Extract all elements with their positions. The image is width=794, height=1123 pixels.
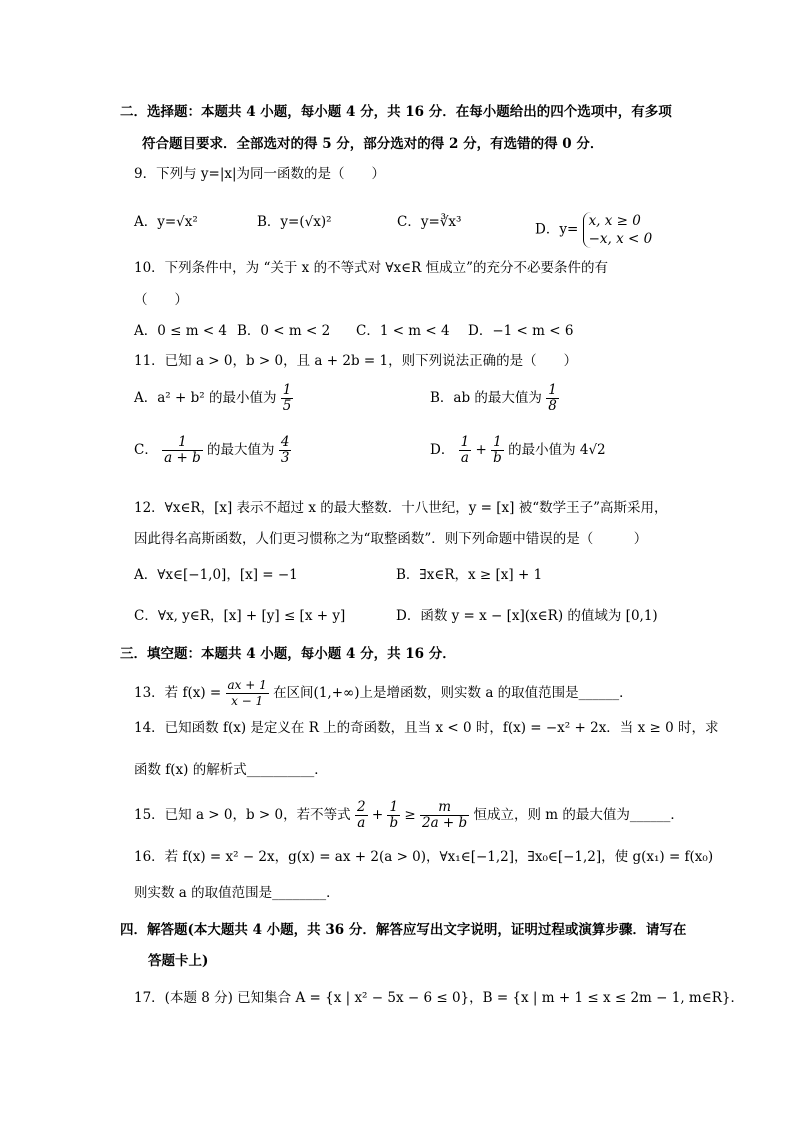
denominator: a: [460, 450, 469, 466]
question-9-option-a: A．y=√x²: [134, 214, 198, 230]
question-15-pre: 15．已知 a > 0，b > 0，若不等式: [134, 807, 351, 823]
numerator: ax + 1: [227, 678, 267, 692]
option-c-label: C．: [134, 442, 158, 458]
question-11-stem: 11．已知 a > 0，b > 0，且 a + 2b = 1，则下列说法正确的是（ ）: [134, 353, 578, 369]
question-17: 17．(本题 8 分) 已知集合 A = {x | x² − 5x − 6 ≤ 0}，B = {x | m + 1 ≤ x ≤ 2m − 1, m∈R}．: [134, 990, 744, 1006]
piecewise-top: x, x ≥ 0: [588, 213, 641, 229]
option-d-text: 的最小值为 4√2: [508, 442, 606, 458]
question-10-option-d: D．−1 < m < 6: [468, 323, 574, 339]
denominator: 2a + b: [422, 815, 468, 831]
question-9-option-c: C．y=∛x³: [397, 214, 462, 230]
plus-sign: +: [371, 807, 384, 823]
question-11-option-c: [134, 435, 291, 466]
denominator: b: [493, 450, 502, 466]
section-2-instructions: 符合题目要求．全部选对的得 5 分，部分选对的得 2 分，有选错的得 0 分．: [142, 136, 604, 152]
option-b-text: B．ab 的最大值为: [430, 390, 542, 406]
question-15: [134, 800, 684, 831]
numerator: 2: [356, 799, 366, 815]
option-c-text: 的最大值为: [207, 442, 275, 458]
ge-sign: ≥: [404, 807, 416, 823]
question-12-option-c: C．∀x, y∈R，[x] + [y] ≤ [x + y]: [134, 608, 346, 624]
question-15-post: 恒成立，则 m 的最大值为______．: [473, 807, 684, 823]
denominator: 5: [282, 398, 292, 414]
numerator: 1: [548, 382, 557, 398]
question-9-option-d-label: D．y=: [535, 221, 579, 238]
question-11-option-b: [430, 383, 559, 414]
piecewise-bottom: −x, x < 0: [588, 231, 653, 247]
question-10-option-a: A．0 ≤ m < 4: [134, 323, 228, 339]
fraction: [420, 800, 469, 831]
question-11-option-a: [134, 383, 293, 414]
question-11-option-d: [430, 435, 606, 466]
numerator: 1: [491, 435, 504, 451]
numerator: 1: [282, 382, 292, 398]
question-12-option-d: D．函数 y = x − [x](x∈R) 的值域为 [0,1): [396, 608, 658, 624]
section-4-heading: 四．解答题(本大题共 4 小题，共 36 分．解答应写出文字说明，证明过程或演算步骤．请写在: [120, 922, 687, 938]
numerator: 1: [387, 800, 400, 816]
question-12-line-1: 12．∀x∈R，[x] 表示不超过 x 的最大整数．十八世纪，y = [x] 被“数学王子”高斯采用，: [134, 500, 668, 516]
question-13-pre: 13．若 f(x) =: [134, 685, 222, 701]
question-10-stem: 10．下列条件中，为 “关于 x 的不等式对 ∀x∈R 恒成立”的充分不必要条件的有: [134, 260, 608, 276]
fraction: [355, 800, 368, 831]
question-10-paren: （ ）: [134, 292, 188, 308]
fraction: [279, 435, 292, 466]
denominator: a + b: [164, 450, 201, 466]
denominator: b: [389, 815, 399, 831]
fraction: [162, 435, 203, 466]
piecewise-brace: [583, 212, 653, 248]
section-3-heading: 三．填空题：本题共 4 小题，每小题 4 分，共 16 分．: [120, 646, 456, 662]
denominator: 8: [548, 398, 557, 414]
question-16-line-1: 16．若 f(x) = x² − 2x，g(x) = ax + 2(a > 0)，∀x₁∈[−1,2]，∃x₀∈[−1,2]，使 g(x₁) = f(x₀): [134, 849, 714, 865]
plus-sign: +: [475, 442, 487, 458]
question-13: [134, 678, 633, 709]
denominator: a: [357, 815, 366, 831]
denominator: 3: [280, 450, 290, 466]
question-10-option-c: C．1 < m < 4: [356, 323, 450, 339]
question-16-line-2: 则实数 a 的取值范围是________．: [134, 885, 340, 901]
question-13-post: 在区间(1,+∞)上是增函数，则实数 a 的取值范围是______．: [273, 685, 633, 701]
option-a-text: A．a² + b² 的最小值为: [134, 390, 277, 406]
fraction: [226, 678, 269, 709]
fraction: [546, 383, 559, 414]
option-d-label: D．: [430, 442, 455, 458]
numerator: 4: [280, 434, 290, 450]
numerator: m: [420, 800, 469, 816]
fraction: [491, 435, 504, 466]
denominator: x − 1: [231, 694, 264, 708]
question-9-option-d: [535, 212, 652, 248]
question-10-option-b: B．0 < m < 2: [237, 323, 331, 339]
question-12-option-a: A．∀x∈[−1,0]，[x] = −1: [134, 567, 298, 583]
question-14-line-2: 函数 f(x) 的解析式__________．: [134, 762, 328, 778]
fraction: [281, 383, 294, 414]
question-12-option-b: B．∃x∈R，x ≥ [x] + 1: [396, 567, 543, 583]
section-2-heading: 二．选择题：本题共 4 小题，每小题 4 分，共 16 分．在每小题给出的四个选项中，有多项: [120, 104, 672, 120]
question-14-line-1: 14．已知函数 f(x) 是定义在 R 上的奇函数，且当 x < 0 时，f(x) = −x² + 2x．当 x ≥ 0 时，求: [134, 720, 719, 736]
question-12-line-2: 因此得名高斯函数，人们更习惯称之为“取整函数”．则下列命题中错误的是（ ）: [134, 531, 648, 547]
question-9-stem: 9．下列与 y=|x|为同一函数的是（ ）: [134, 166, 386, 182]
section-4-heading-cont: 答题卡上): [148, 953, 209, 969]
fraction: [459, 435, 472, 466]
numerator: 1: [162, 435, 203, 451]
fraction: [387, 800, 400, 831]
numerator: 1: [460, 434, 470, 450]
question-9-option-b: B．y=(√x)²: [257, 214, 332, 230]
